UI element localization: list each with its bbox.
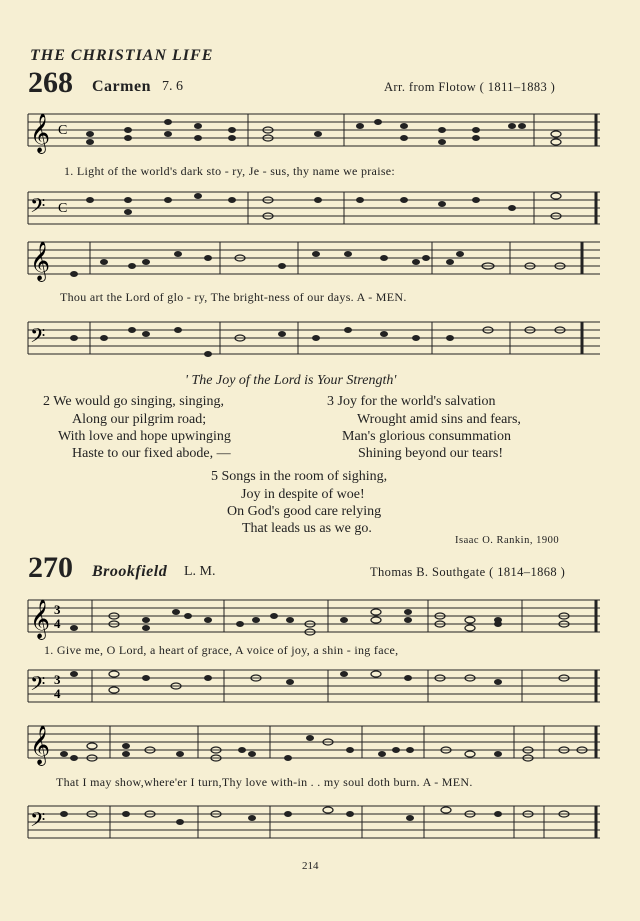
lyrics-line: That I may show,where'er I turn,Thy love with-in . . my soul doth burn. A - MEN. — [56, 775, 473, 789]
svg-text:𝄞: 𝄞 — [30, 113, 51, 153]
composer: Thomas B. Southgate ( 1814–1868 ) — [370, 565, 566, 579]
verse-line: 5 Songs in the room of sighing, — [211, 469, 388, 484]
composer: Arr. from Flotow ( 1811–1883 ) — [384, 80, 556, 94]
music-staff-bass — [28, 664, 608, 708]
verse-line: 3 Joy for the world's salvation — [327, 394, 496, 409]
verse-line: Man's glorious consummation — [342, 429, 511, 444]
svg-text:𝄢: 𝄢 — [30, 808, 46, 836]
svg-text:3: 3 — [54, 602, 61, 617]
page-number: 214 — [302, 860, 319, 872]
svg-text:4: 4 — [54, 616, 61, 631]
svg-text:𝄢: 𝄢 — [30, 672, 46, 700]
verse-line: Shining beyond our tears! — [358, 446, 504, 461]
music-staff-treble — [28, 236, 608, 280]
verse-line: Wrought amid sins and fears, — [357, 412, 521, 427]
lyrics-line: 1. Give me, O Lord, a heart of grace, A voice of joy, a shin - ing face, — [44, 643, 399, 657]
svg-text:𝄢: 𝄢 — [30, 324, 46, 352]
verse-line: With love and hope upwinging — [58, 429, 231, 444]
hymn-caption: ' The Joy of the Lord is Your Strength' — [185, 373, 397, 388]
music-staff-treble — [28, 108, 608, 152]
svg-text:𝄞: 𝄞 — [30, 725, 51, 765]
music-staff-bass — [28, 186, 608, 230]
verse-line: That leads us as we go. — [242, 521, 372, 536]
hymn-number: 268 — [28, 66, 73, 99]
hymn-number: 270 — [28, 551, 73, 584]
svg-text:C: C — [58, 123, 68, 138]
music-staff-bass — [28, 316, 608, 360]
verse-line: 2 We would go singing, singing, — [43, 394, 225, 409]
section-title: THE CHRISTIAN LIFE — [30, 47, 214, 64]
verse-line: Along our pilgrim road; — [72, 412, 207, 427]
meter: 7. 6 — [162, 79, 183, 94]
tune-name: Brookfield — [92, 563, 168, 580]
svg-text:3: 3 — [54, 672, 61, 687]
tune-name: Carmen — [92, 78, 151, 95]
lyrics-line: Thou art the Lord of glo - ry, The bright-ness of our days. A - MEN. — [60, 290, 407, 304]
music-staff-treble — [28, 594, 608, 638]
verse-line: Haste to our fixed abode, — — [72, 446, 231, 461]
verse-line: Joy in despite of woe! — [241, 487, 365, 502]
author-credit: Isaac O. Rankin, 1900 — [455, 535, 560, 546]
verse-line: On God's good care relying — [227, 504, 382, 519]
svg-text:𝄢: 𝄢 — [30, 194, 46, 222]
svg-text:𝄞: 𝄞 — [30, 241, 51, 281]
svg-text:4: 4 — [54, 686, 61, 701]
music-staff-treble — [28, 720, 608, 768]
svg-text:𝄞: 𝄞 — [30, 599, 51, 639]
meter: L. M. — [184, 564, 216, 579]
lyrics-line: 1. Light of the world's dark sto - ry, Je - sus, thy name we praise: — [64, 164, 396, 178]
music-staff-bass — [28, 800, 608, 844]
svg-text:C: C — [58, 201, 68, 216]
